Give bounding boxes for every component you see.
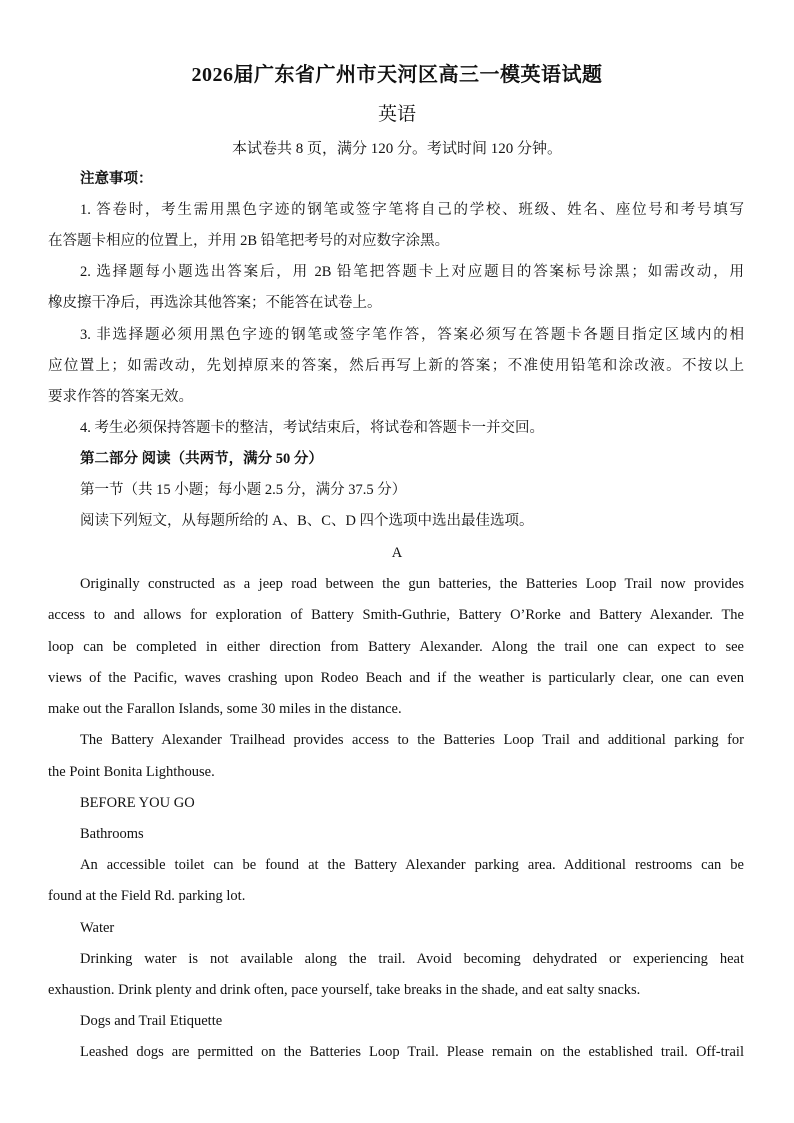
- note-2-line-2: 橡皮擦干净后，再选涂其他答案；不能答在试卷上。: [48, 295, 382, 311]
- document-title: 2026届广东省广州市天河区高三一模英语试题: [191, 64, 603, 86]
- dogs-line-1: Leashed dogs are permitted on the Batteries Loop Trail. Please remain on the established trail. Off-trail: [80, 1044, 744, 1060]
- notes-heading: 注意事项：: [80, 171, 153, 187]
- bathrooms-line-1: An accessible toilet can be found at the Battery Alexander parking area. Additional restrooms can be: [80, 857, 744, 873]
- subject-heading: 英语: [377, 104, 416, 125]
- water-line-2: exhaustion. Drink plenty and drink often, pace yourself, take breaks in the shade, and eat salty snacks.: [48, 982, 641, 998]
- dogs-heading: Dogs and Trail Etiquette: [80, 1013, 223, 1029]
- bathrooms-heading: Bathrooms: [80, 826, 144, 842]
- reading-instruction: 阅读下列短文，从每题所给的 A、B、C、D 四个选项中选出最佳选项。: [80, 513, 534, 529]
- passage-p2-line-1: The Battery Alexander Trailhead provides access to the Batteries Loop Trail and additional parking for: [80, 732, 744, 748]
- note-3-line-3: 要求作答的答案无效。: [48, 389, 193, 405]
- passage-p1-line-5: make out the Farallon Islands, some 30 miles in the distance.: [48, 701, 402, 717]
- note-4-line-1: 4. 考生必须保持答题卡的整洁，考试结束后，将试卷和答题卡一并交回。: [80, 420, 544, 436]
- bathrooms-line-2: found at the Field Rd. parking lot.: [48, 888, 246, 904]
- note-3-line-2: 应位置上；如需改动，先划掉原来的答案，然后再写上新的答案；不准使用铅笔和涂改液。不按以上: [48, 358, 744, 374]
- section-heading: 第一节（共 15 小题；每小题 2.5 分，满分 37.5 分）: [80, 482, 407, 498]
- before-you-go-heading: BEFORE YOU GO: [80, 795, 195, 811]
- passage-p2-line-2: the Point Bonita Lighthouse.: [48, 764, 215, 780]
- passage-p1-line-2: access to and allows for exploration of Battery Smith-Guthrie, Battery O’Rorke and Battery Alexander. The: [48, 607, 744, 623]
- note-1-line-1: 1. 答卷时，考生需用黑色字迹的钢笔或签字笔将自己的学校、班级、姓名、座位号和考号填写: [80, 202, 744, 218]
- note-2-line-1: 2. 选择题每小题选出答案后，用 2B 铅笔把答题卡上对应题目的答案标号涂黑；如需改动，用: [80, 264, 744, 280]
- water-heading: Water: [80, 920, 115, 936]
- passage-label: A: [391, 545, 403, 561]
- water-line-1: Drinking water is not available along the trail. Avoid becoming dehydrated or experiencing heat: [80, 951, 744, 967]
- passage-p1-line-4: views of the Pacific, waves crashing upon Rodeo Beach and if the weather is particularly clear, one can even: [48, 670, 744, 686]
- passage-p1-line-3: loop can be completed in either direction from Battery Alexander. Along the trail one can expect to see: [48, 639, 744, 655]
- note-1-line-2: 在答题卡相应的位置上，并用 2B 铅笔把考号的对应数字涂黑。: [48, 233, 450, 249]
- part-heading: 第二部分 阅读（共两节，满分 50 分）: [80, 451, 323, 467]
- exam-info: 本试卷共 8 页，满分 120 分。考试时间 120 分钟。: [231, 141, 562, 157]
- passage-p1-line-1: Originally constructed as a jeep road between the gun batteries, the Batteries Loop Trail now provides: [80, 576, 744, 592]
- note-3-line-1: 3. 非选择题必须用黑色字迹的钢笔或签字笔作答，答案必须写在答题卡各题目指定区域内的相: [80, 327, 744, 343]
